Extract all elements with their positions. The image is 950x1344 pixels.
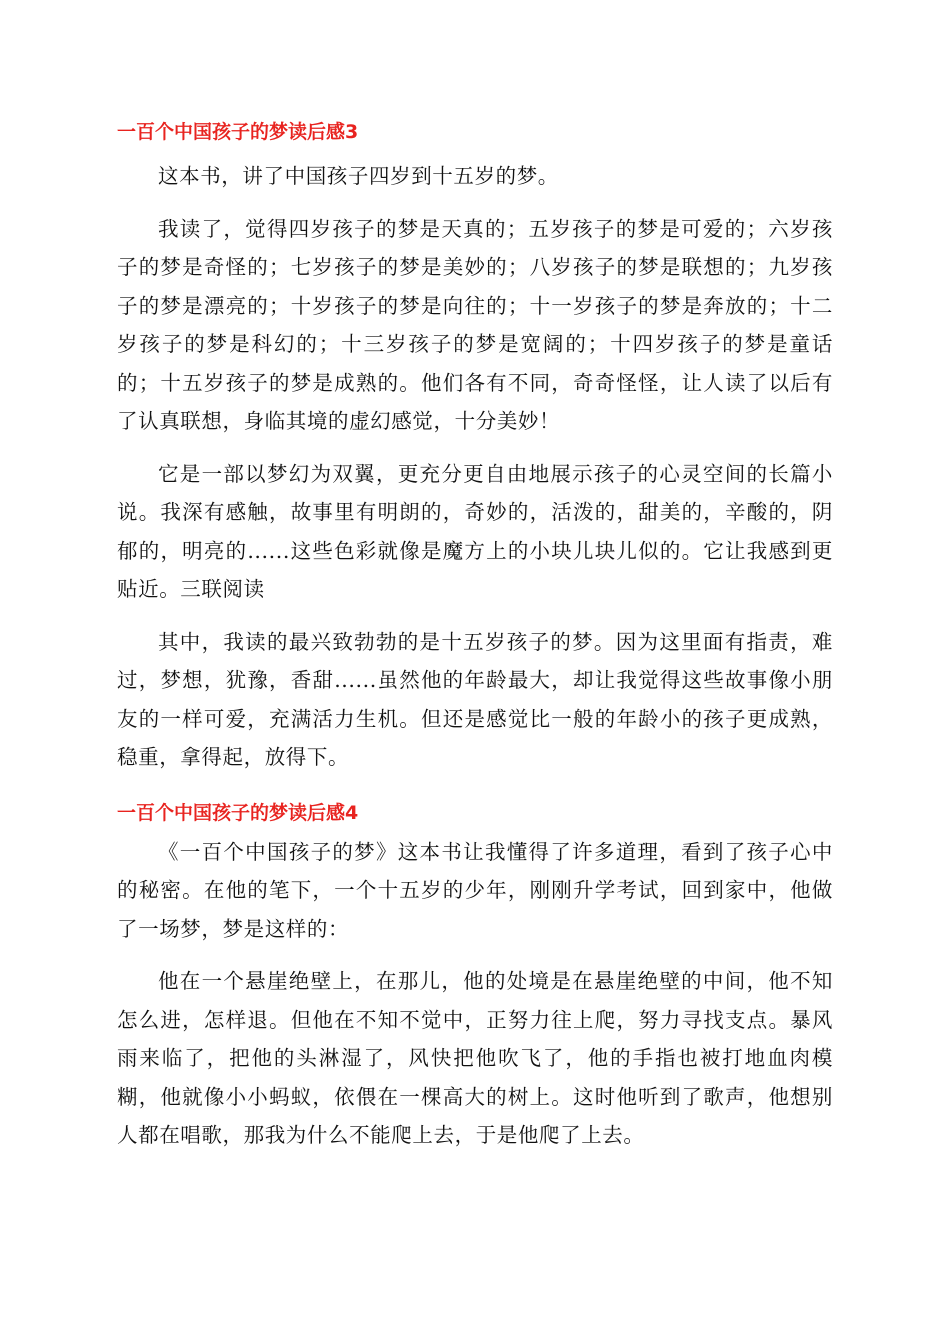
paragraph: 他在一个悬崖绝壁上，在那儿，他的处境是在悬崖绝壁的中间，他不知怎么进，怎样退。但他在不知不觉中，正努力往上爬，努力寻找支点。暴风雨来临了，把他的头淋湿了，风快把他吹飞了，他的手指也被打地血肉模糊，他就像小小蚂蚁，依偎在一棵高大的树上。这时他听到了歌声，他想别人都在唱歌，那我为什么不能爬上去，于是他爬了上去。: [117, 969, 833, 1147]
paragraph: 我读了，觉得四岁孩子的梦是天真的；五岁孩子的梦是可爱的；六岁孩子的梦是奇怪的；七岁孩子的梦是美妙的；八岁孩子的梦是联想的；九岁孩子的梦是漂亮的；十岁孩子的梦是向往的；十一岁孩子的梦是奔放的；十二岁孩子的梦是科幻的；十三岁孩子的梦是宽阔的；十四岁孩子的梦是童话的；十五岁孩子的梦是成熟的。他们各有不同，奇奇怪怪，让人读了以后有了认真联想，身临其境的虚幻感觉，十分美妙！: [117, 216, 833, 433]
paragraph: 这本书，讲了中国孩子四岁到十五岁的梦。: [158, 164, 559, 188]
paragraph: 其中，我读的最兴致勃勃的是十五岁孩子的梦。因为这里面有指责，难过，梦想，犹豫，香甜......虽然他的年龄最大，却让我觉得这些故事像小朋友的一样可爱，充满活力生机。但还是感觉比一般的年龄小的孩子更成熟，稳重，拿得起，放得下。: [117, 629, 833, 769]
document-page: [117, 112, 833, 1155]
paragraph: 《一百个中国孩子的梦》这本书让我懂得了许多道理，看到了孩子心中的秘密。在他的笔下，一个十五岁的少年，刚刚升学考试，回到家中，他做了一场梦，梦是这样的：: [117, 839, 833, 941]
section-heading-3: 一百个中国孩子的梦读后感3: [117, 121, 359, 143]
paragraph: 它是一部以梦幻为双翼，更充分更自由地展示孩子的心灵空间的长篇小说。我深有感触，故事里有明朗的，奇妙的，活泼的，甜美的，辛酸的，阴郁的，明亮的......这些色彩就像是魔方上的小块儿块儿似的。它让我感到更贴近。三联阅读: [117, 461, 833, 601]
section-heading-4: 一百个中国孩子的梦读后感4: [117, 801, 359, 824]
